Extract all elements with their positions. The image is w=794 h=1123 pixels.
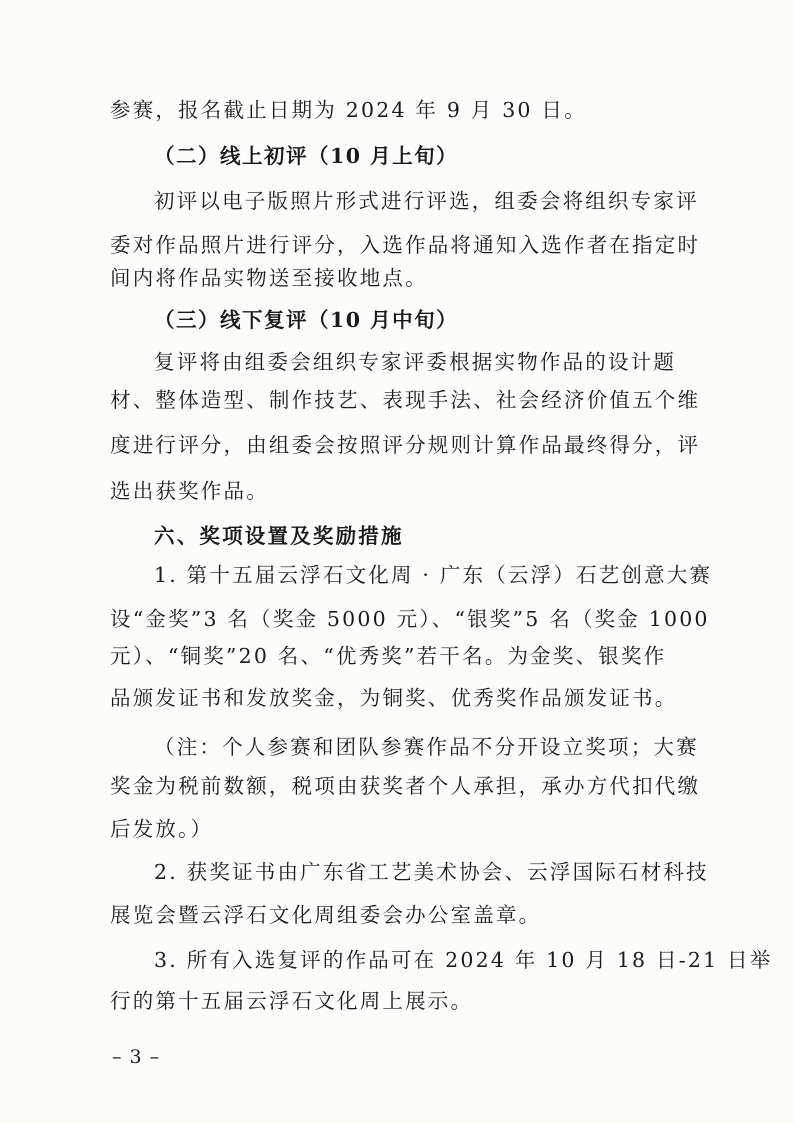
paragraph-line: 元）、“铜奖”20 名、“优秀奖”若干名。为金奖、银奖作 [110, 644, 667, 668]
paragraph-line: 复评将由组委会组织专家评委根据实物作品的设计题 [154, 350, 677, 374]
paragraph-line: 设“金奖”3 名（奖金 5000 元）、“银奖”5 名（奖金 1000 [110, 607, 710, 631]
section-heading-online-review: （二）线上初评（10 月上旬） [154, 144, 459, 168]
paragraph-line: 3. 所有入选复评的作品可在 2024 年 10 月 18 日-21 日举 [154, 948, 773, 972]
paragraph-line: 间内将作品实物送至接收地点。 [110, 266, 428, 290]
note-line: 奖金为税前数额，税项由获奖者个人承担，承办方代扣代缴 [110, 774, 701, 798]
section-heading-offline-review: （三）线下复评（10 月中旬） [154, 308, 459, 332]
paragraph-line: 委对作品照片进行评分，入选作品将通知入选作者在指定时 [110, 233, 701, 257]
note-line: 后发放。） [110, 817, 214, 841]
paragraph-line: 1. 第十五届云浮石文化周 · 广东（云浮）石艺创意大赛 [154, 563, 713, 587]
paragraph-line: 行的第十五届云浮石文化周上展示。 [110, 989, 474, 1013]
page-number: – 3 – [112, 1046, 161, 1068]
paragraph-line: 展览会暨云浮石文化周组委会办公室盖章。 [110, 903, 542, 927]
section-heading-awards: 六、奖项设置及奖励措施 [154, 524, 404, 548]
paragraph-line: 2. 获奖证书由广东省工艺美术协会、云浮国际石材科技 [154, 860, 709, 884]
paragraph-line: 选出获奖作品。 [110, 479, 269, 503]
note-line: （注：个人参赛和团队参赛作品不分开设立奖项；大赛 [154, 735, 699, 759]
paragraph-line: 度进行评分，由组委会按照评分规则计算作品最终得分，评 [110, 433, 701, 457]
paragraph-line: 参赛，报名截止日期为 2024 年 9 月 30 日。 [110, 98, 587, 122]
paragraph-line: 初评以电子版照片形式进行评选，组委会将组织专家评 [154, 189, 699, 213]
paragraph-line: 品颁发证书和发放奖金，为铜奖、优秀奖作品颁发证书。 [110, 686, 678, 710]
paragraph-line: 材、整体造型、制作技艺、表现手法、社会经济价值五个维 [110, 388, 701, 412]
